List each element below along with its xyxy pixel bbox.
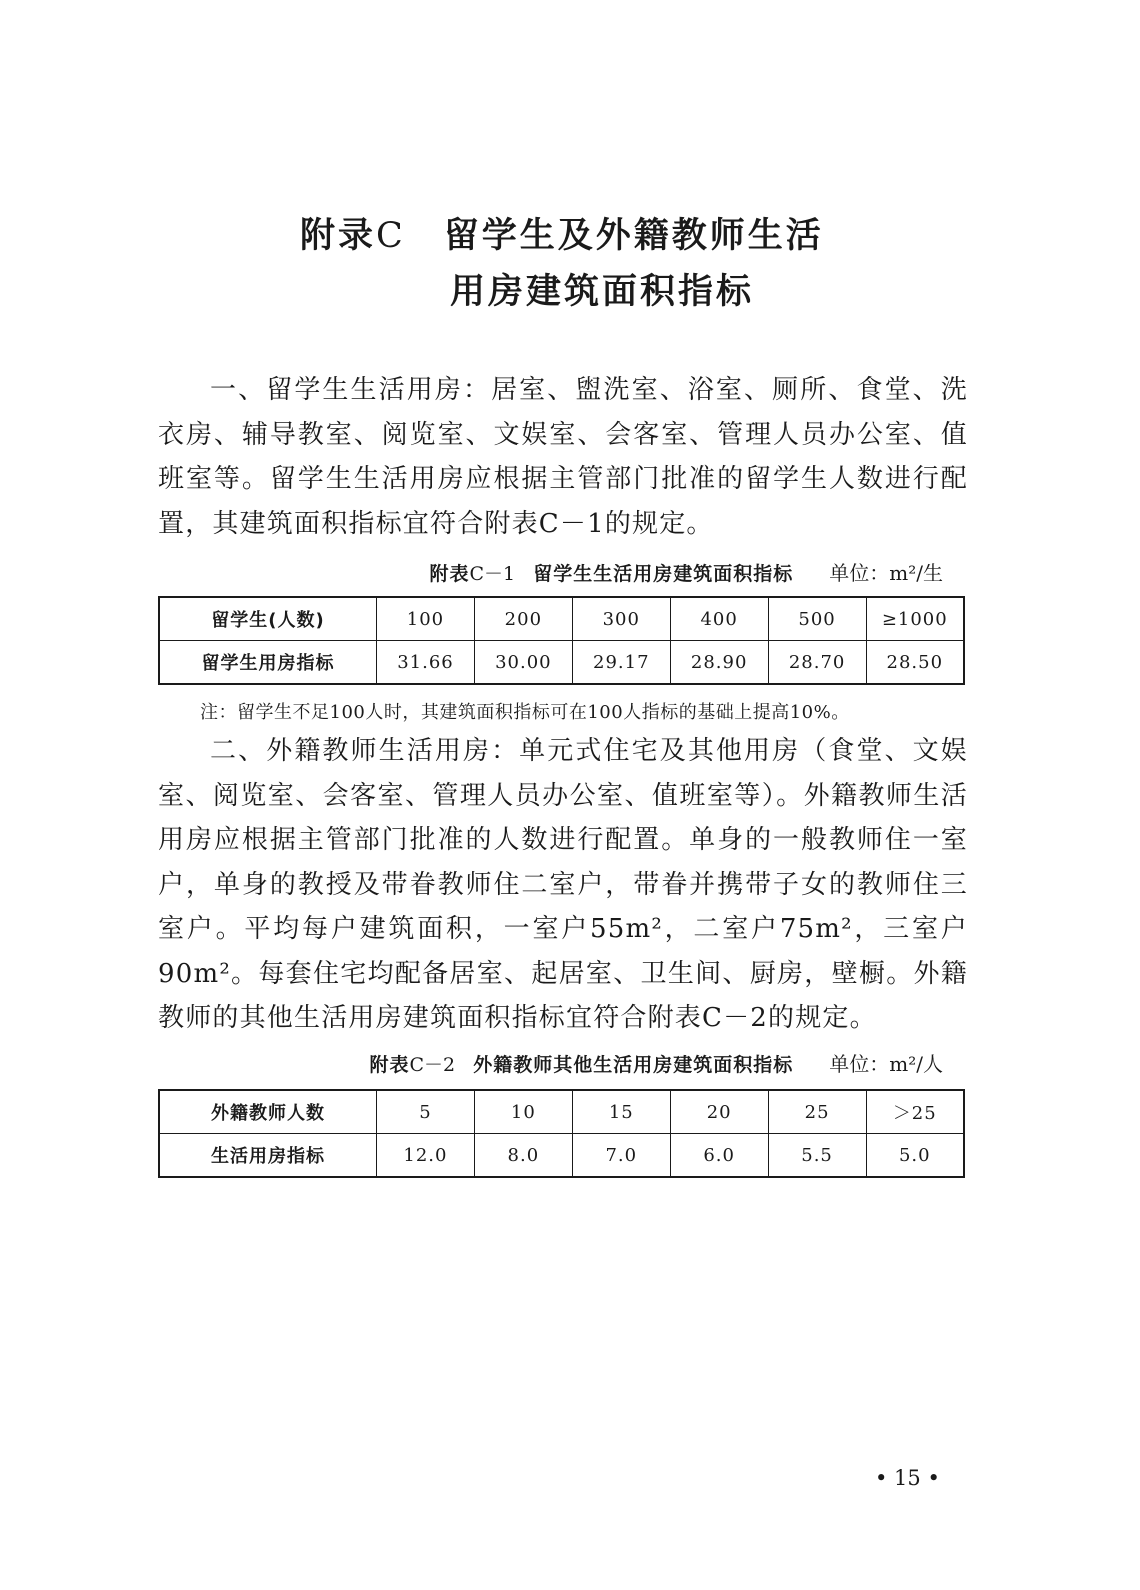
table-cell: 7.0	[572, 1134, 670, 1178]
table1	[158, 596, 965, 685]
table2-row-label: 生活用房指标	[159, 1134, 377, 1178]
page-title	[0, 208, 1140, 258]
table-cell: 200	[474, 597, 572, 641]
table-cell: 500	[768, 597, 866, 641]
table1-caption	[158, 557, 943, 586]
section1-paragraph: 一、留学生生活用房：居室、盥洗室、浴室、厕所、食堂、洗衣房、辅导教室、阅览室、文娱室、会客室、管理人员办公室、值班室等。留学生生活用房应根据主管部门批准的留学生人数进行配置，其建筑面积指标宜符合附表C－1的规定。	[158, 375, 968, 539]
table2-caption-title: 外籍教师其他生活用房建筑面积指标	[473, 1054, 794, 1076]
table-cell: 28.50	[866, 641, 964, 685]
table1-caption-prefix: 附表	[429, 563, 470, 585]
table-cell: 5	[377, 1090, 475, 1134]
table-cell: 400	[670, 597, 768, 641]
table-cell: 300	[572, 597, 670, 641]
page-title-line2: 用房建筑面积指标	[450, 272, 755, 312]
table1-caption-code: C－1	[469, 563, 516, 585]
table-cell: 28.90	[670, 641, 768, 685]
table2-caption	[158, 1048, 943, 1077]
table-cell: 20	[670, 1090, 768, 1134]
table-cell: 10	[474, 1090, 572, 1134]
table-cell: 15	[572, 1090, 670, 1134]
table1-row-label: 留学生用房指标	[159, 641, 377, 685]
table-cell: 5.5	[768, 1134, 866, 1178]
table-cell: 100	[377, 597, 475, 641]
table-cell: 28.70	[768, 641, 866, 685]
table2-caption-code: C－2	[409, 1054, 456, 1076]
title-main: 留学生及外籍教师生活	[443, 216, 824, 256]
table2	[158, 1089, 965, 1178]
table1-caption-title: 留学生生活用房建筑面积指标	[533, 563, 794, 585]
title-code: C	[376, 216, 404, 256]
table-row	[159, 1090, 964, 1134]
table1-header-label: 留学生(人数)	[159, 597, 377, 641]
page-number: • 15 •	[875, 1466, 940, 1490]
table-cell: 8.0	[474, 1134, 572, 1178]
table-cell: 30.00	[474, 641, 572, 685]
table-cell: 31.66	[377, 641, 475, 685]
table2-caption-prefix: 附表	[369, 1054, 410, 1076]
title-prefix: 附录	[300, 216, 377, 256]
table2-header-label: 外籍教师人数	[159, 1090, 377, 1134]
table-row	[159, 1134, 964, 1178]
table-cell: 6.0	[670, 1134, 768, 1178]
table-cell: 25	[768, 1090, 866, 1134]
table1-unit: 单位：m²/生	[829, 561, 943, 585]
table1-note: 注：留学生不足100人时，其建筑面积指标可在100人指标的基础上提高10%。	[200, 702, 850, 723]
table-row	[159, 641, 964, 685]
table-cell: 29.17	[572, 641, 670, 685]
table-row	[159, 597, 964, 641]
table-cell: ＞25	[866, 1090, 964, 1134]
table-cell: ≥1000	[866, 597, 964, 641]
section2-paragraph: 二、外籍教师生活用房：单元式住宅及其他用房（食堂、文娱室、阅览室、会客室、管理人员办公室、值班室等）。外籍教师生活用房应根据主管部门批准的人数进行配置。单身的一般教师住一室户，单身的教授及带眷教师住二室户，带眷并携带子女的教师住三室户。平均每户建筑面积，一室户55m²，二室户75m²，三室户90m²。每套住宅均配备居室、起居室、卫生间、厨房，壁橱。外籍教师的其他生活用房建筑面积指标宜符合附表C－2的规定。	[158, 736, 968, 1033]
table-cell: 5.0	[866, 1134, 964, 1178]
table2-unit: 单位：m²/人	[829, 1052, 943, 1076]
table-cell: 12.0	[377, 1134, 475, 1178]
